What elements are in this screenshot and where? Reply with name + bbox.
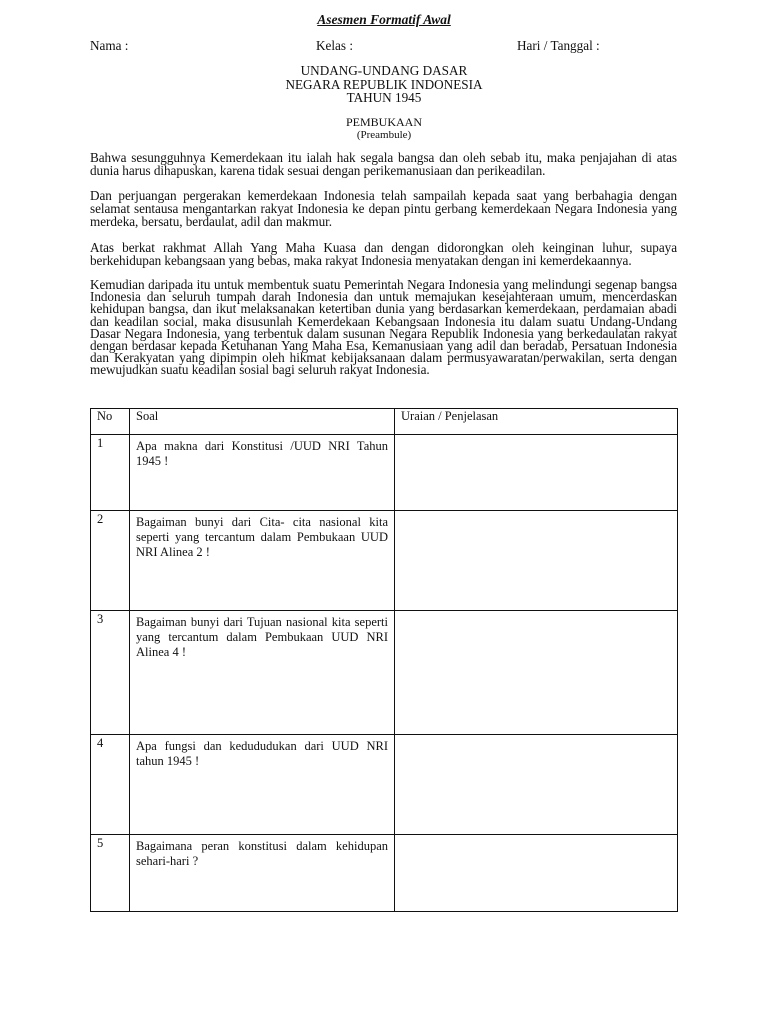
header-uraian: Uraian / Penjelasan xyxy=(395,409,678,435)
row-number: 1 xyxy=(91,435,130,511)
preamble-paragraph: Dan perjuangan pergerakan kemerdekaan Indonesia telah sampailah kepada saat yang berbahagia dengan selamat sentausa mengantarkan rakyat Indonesia ke depan pintu gerbang kemerdekaan Negara Indonesia yang merdeka, bersatu, berdaulat, adil dan makmur. xyxy=(90,188,677,230)
question-text: Apa fungsi dan kedududukan dari UUD NRI tahun 1945 ! xyxy=(130,735,395,835)
row-number: 4 xyxy=(91,735,130,835)
question-table xyxy=(90,408,678,912)
question-text: Bagaiman bunyi dari Cita- cita nasional kita seperti yang tercantum dalam Pembukaan UUD NRI Alinea 2 ! xyxy=(130,511,395,611)
class-field-label: Kelas : xyxy=(316,38,353,53)
row-number: 3 xyxy=(91,611,130,735)
question-text: Bagaimana peran konstitusi dalam kehidupan sehari-hari ? xyxy=(130,835,395,912)
answer-cell[interactable] xyxy=(395,735,678,835)
answer-cell[interactable] xyxy=(395,611,678,735)
preamble-paragraph: Kemudian daripada itu untuk membentuk suatu Pemerintah Negara Indonesia yang melindungi segenap bangsa Indonesia dan seluruh tumpah darah Indonesia dan untuk memajukan kesejahteraan umum, mencerdaskan kehidupan bangsa, dan ikut melaksanakan ketertiban dunia yang berdasarkan kemerdekaan, perdamaian abadi dan keadilan social, maka disusunlah Kemerdekaan Kebangsaan Indonesia itu dalam suatu Undang-Undang Dasar Negara Indonesia, yang terbentuk dalam susunan Negara Republik Indonesia yang berkedaulatan rakyat dengan berdasar kepada Ketuhanan Yang Maha Esa, Kemanusiaan yang adil dan beradab, Persatuan Indonesia dan Kerakyatan yang dipimpin oleh hikmat kebijaksanaan dalam permusyawaratan/perwakilan, serta dengan mewujudkan suatu keadilan sosial bagi seluruh rakyat Indonesia. xyxy=(90,277,677,378)
document-heading-line-1: UNDANG-UNDANG DASAR xyxy=(300,63,468,78)
preamble-paragraph: Atas berkat rakhmat Allah Yang Maha Kuasa dan dengan didorongkan oleh keinginan luhur, supaya berkehidupan kebangsaan yang bebas, maka rakyat Indonesia menyatakan dengan ini kemerdekaannya. xyxy=(90,240,677,269)
name-field-label: Nama : xyxy=(90,38,129,53)
answer-cell[interactable] xyxy=(395,835,678,912)
row-number: 5 xyxy=(91,835,130,912)
answer-cell[interactable] xyxy=(395,435,678,511)
table-row xyxy=(91,611,678,735)
header-soal: Soal xyxy=(130,409,395,435)
row-number: 2 xyxy=(91,511,130,611)
date-field-label: Hari / Tanggal : xyxy=(517,38,600,53)
document-heading-line-2: NEGARA REPUBLIK INDONESIA xyxy=(285,76,483,92)
table-row xyxy=(91,835,678,912)
preamble-paragraph: Bahwa sesungguhnya Kemerdekaan itu ialah hak segala bangsa dan oleh sebab itu, maka penjajahan di atas dunia harus dihapuskan, karena tidak sesuai dengan perikemanusiaan dan perikeadilan. xyxy=(90,150,677,179)
answer-cell[interactable] xyxy=(395,511,678,611)
document-heading xyxy=(0,64,768,105)
page-title: Asesmen Formatif Awal xyxy=(317,12,451,27)
question-text: Bagaiman bunyi dari Tujuan nasional kita seperti yang tercantum dalam Pembukaan UUD NRI Alinea 4 ! xyxy=(130,611,395,735)
document-heading-line-3: TAHUN 1945 xyxy=(346,90,422,105)
table-header-row xyxy=(91,409,678,435)
table-row xyxy=(91,435,678,511)
table-row xyxy=(91,511,678,611)
question-text: Apa makna dari Konstitusi /UUD NRI Tahun 1945 ! xyxy=(130,435,395,511)
preamble-subtitle: (Preambule) xyxy=(356,128,412,141)
preamble-title: PEMBUKAAN xyxy=(345,115,422,129)
preamble-heading xyxy=(0,116,768,141)
table-row xyxy=(91,735,678,835)
header-no: No xyxy=(91,409,130,435)
